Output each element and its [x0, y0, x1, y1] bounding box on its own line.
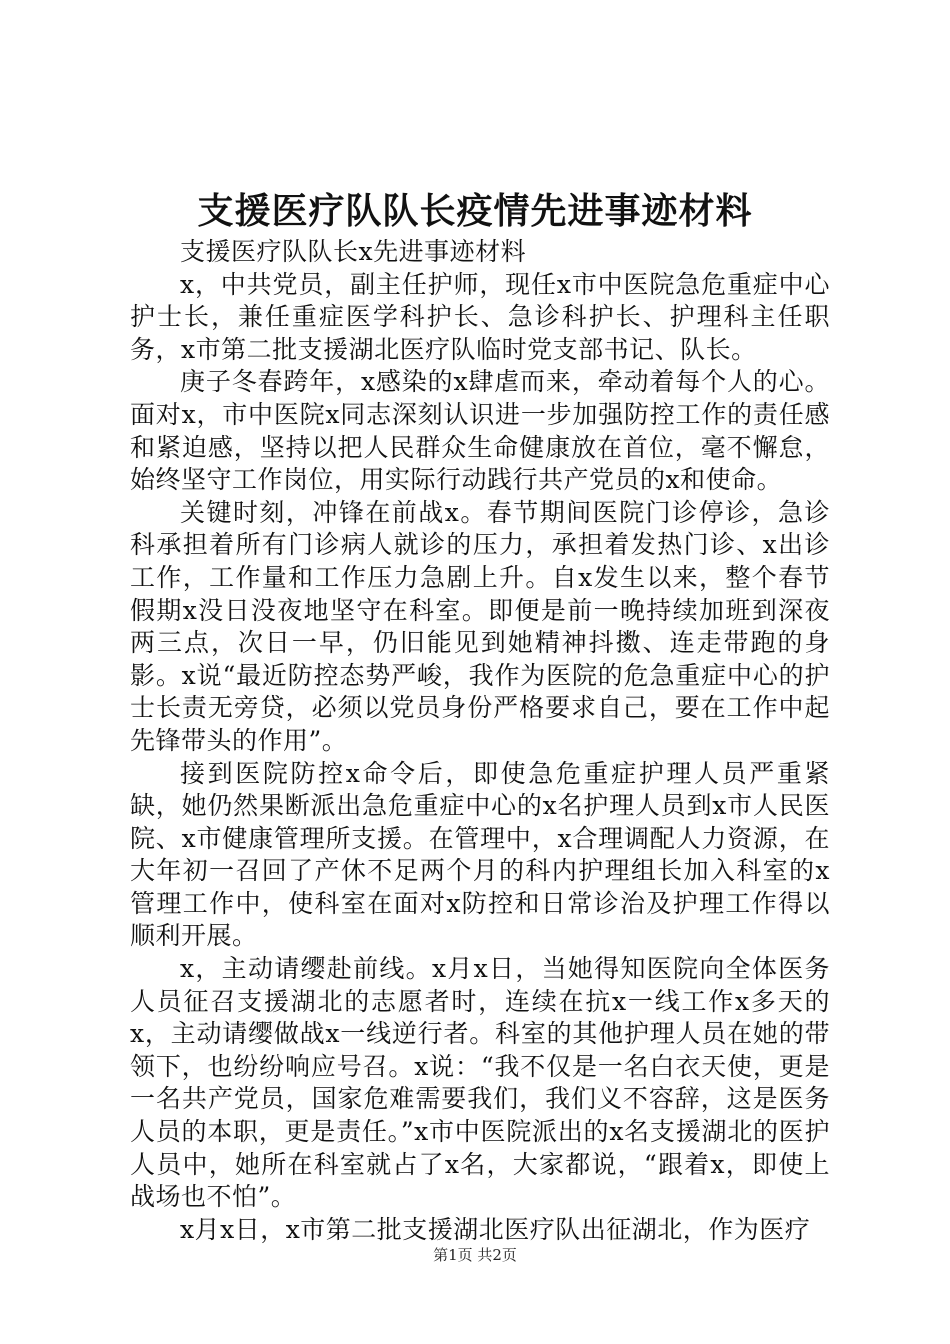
body-paragraph: 庚子冬春跨年，x感染的x肆虐而来，牵动着每个人的心。面对x，市中医院x同志深刻认识进一步加强防控工作的责任感和紧迫感，坚持以把人民群众生命健康放在首位，毫不懈怠，始终坚守工作岗位，用实际行动践行共产党员的x和使命。 — [130, 367, 830, 495]
body-paragraph: x月x日，x市第二批支援湖北医疗队出征湖北，作为医疗 — [180, 1214, 811, 1244]
body-paragraph: x，主动请缨赴前线。x月x日，当她得知医院向全体医务人员征召支援湖北的志愿者时，连续在抗x一线工作x多天的x，主动请缨做战x一线逆行者。科室的其他护理人员在她的带领下，也纷纷响应号召。x说：“我不仅是一名白衣天使，更是一名共产党员，国家危难需要我们，我们义不容辞，这是医务人员的本职，更是责任。”x市中医院派出的x名支援湖北的医护人员中，她所在科室就占了x名，大家都说，“跟着x，即使上战场也不怕”。 — [130, 954, 830, 1212]
document-title: 支援医疗队队长疫情先进事迹材料 — [197, 190, 753, 232]
document-body — [130, 236, 830, 1246]
page-footer: 第1页 共2页 — [433, 1246, 517, 1264]
body-paragraph: x，中共党员，副主任护师，现任x市中医院急危重症中心护士长，兼任重症医学科护长、急诊科护长、护理科主任职务，x市第二批支援湖北医疗队临时党支部书记、队长。 — [130, 269, 830, 364]
subtitle-paragraph: 支援医疗队队长x先进事迹材料 — [180, 237, 527, 266]
body-paragraph: 接到医院防控x命令后，即使急危重症护理人员严重紧缺，她仍然果断派出急危重症中心的x名护理人员到x市人民医院、x市健康管理所支援。在管理中，x合理调配人力资源，在大年初一召回了产休不足两个月的科内护理组长加入科室的x管理工作中，使科室在面对x防控和日常诊治及护理工作得以顺利开展。 — [130, 758, 830, 951]
body-paragraph: 关键时刻，冲锋在前战x。春节期间医院门诊停诊，急诊科承担着所有门诊病人就诊的压力，承担着发热门诊、x出诊工作，工作量和工作压力急剧上升。自x发生以来，整个春节假期x没日没夜地坚守在科室。即便是前一晚持续加班到深夜两三点，次日一早，仍旧能见到她精神抖擞、连走带跑的身影。x说“最近防控态势严峻，我作为医院的危急重症中心的护士长责无旁贷，必须以党员身份严格要求自己，要在工作中起先锋带头的作用”。 — [130, 497, 830, 755]
